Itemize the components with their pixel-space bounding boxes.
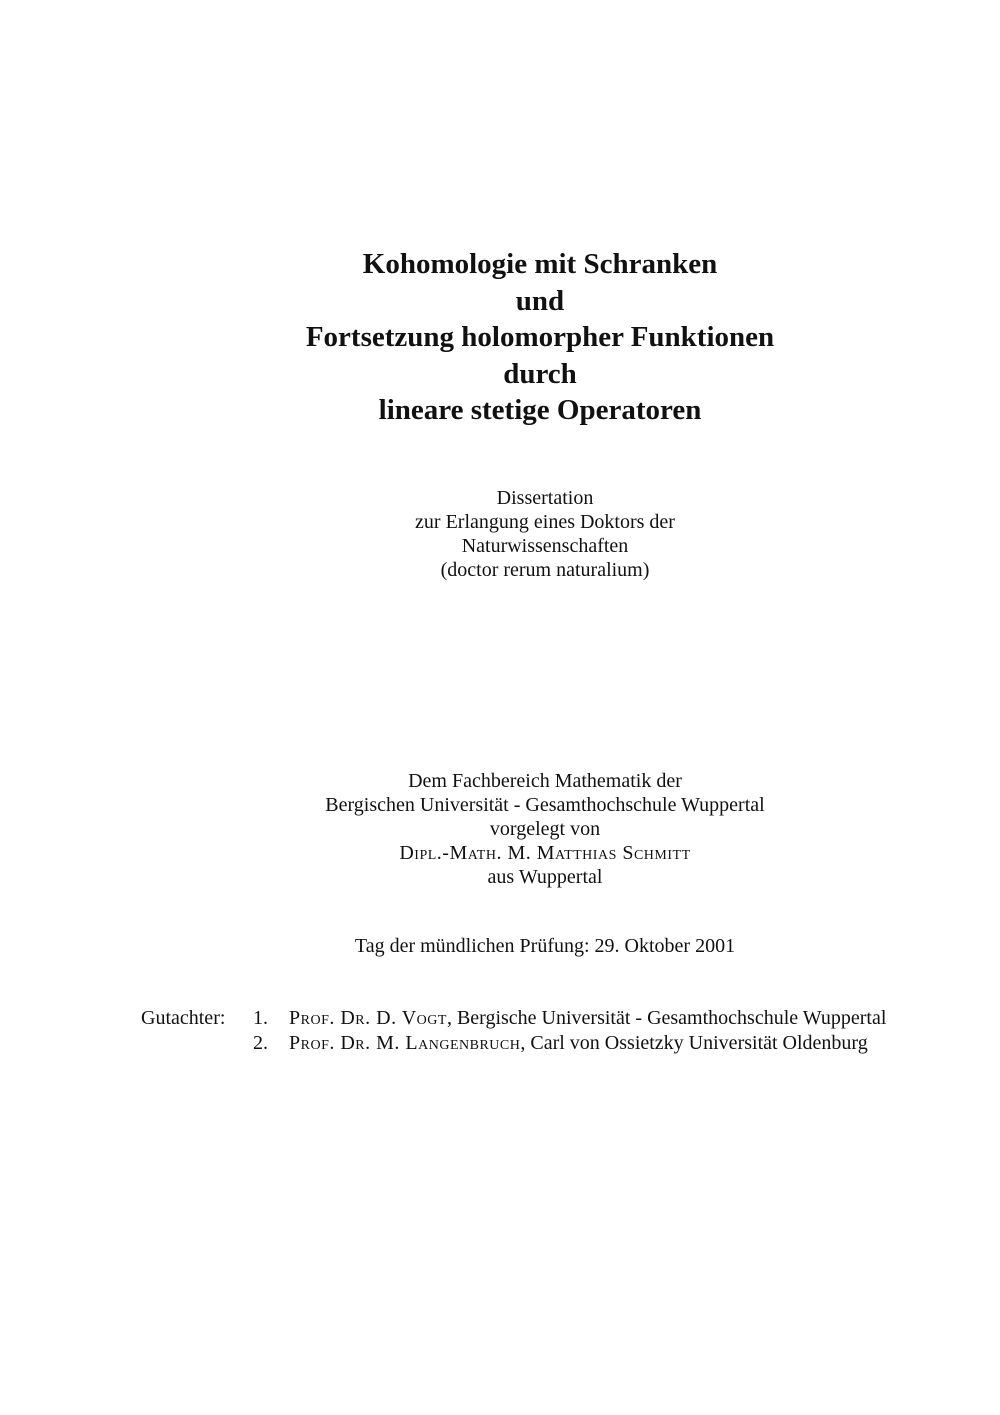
title-line-1: Kohomologie mit Schranken <box>362 248 718 280</box>
degree-description <box>0 486 1000 582</box>
title-line-2: und <box>515 284 565 317</box>
reviewer-affiliation: , Bergische Universität - Gesamthochschule Wuppertal <box>446 1007 887 1029</box>
title-line-5: lineare stetige Operatoren <box>378 394 702 426</box>
title-line-3: Fortsetzung holomorpher Funktionen <box>305 321 775 353</box>
reviewer-number: 1. <box>253 1007 268 1029</box>
reviewer-affiliation: , Carl von Ossietzky Universität Oldenburg <box>520 1032 868 1054</box>
reviewers-label: Gutachter: <box>141 1007 226 1029</box>
subtitle-line-3: Naturwissenschaften <box>461 535 629 557</box>
thesis-title <box>0 246 1000 429</box>
university-line: Bergischen Universität - Gesamthochschule Wuppertal <box>325 794 765 816</box>
faculty-line: Dem Fachbereich Mathematik der <box>408 770 682 792</box>
submitted-by-line: vorgelegt von <box>489 818 601 840</box>
exam-date-text: Tag der mündlichen Prüfung: 29. Oktober 2001 <box>354 935 736 957</box>
reviewer-name: Prof. Dr. D. Vogt <box>289 1007 447 1029</box>
title-line-4: durch <box>503 357 577 390</box>
exam-date <box>0 934 1000 958</box>
author-name: Dipl.-Math. M. Matthias Schmitt <box>399 842 691 864</box>
reviewer-entry <box>289 1006 886 1031</box>
subtitle-line-2: zur Erlangung eines Doktors der <box>415 511 675 533</box>
reviewer-name: Prof. Dr. M. Langenbruch <box>289 1032 521 1054</box>
submission-info <box>0 769 1000 889</box>
subtitle-line-1: Dissertation <box>496 487 594 509</box>
reviewer-number: 2. <box>253 1032 268 1054</box>
reviewer-entry <box>289 1031 868 1056</box>
author-origin: aus Wuppertal <box>487 866 603 888</box>
subtitle-line-4: (doctor rerum naturalium) <box>440 559 650 581</box>
